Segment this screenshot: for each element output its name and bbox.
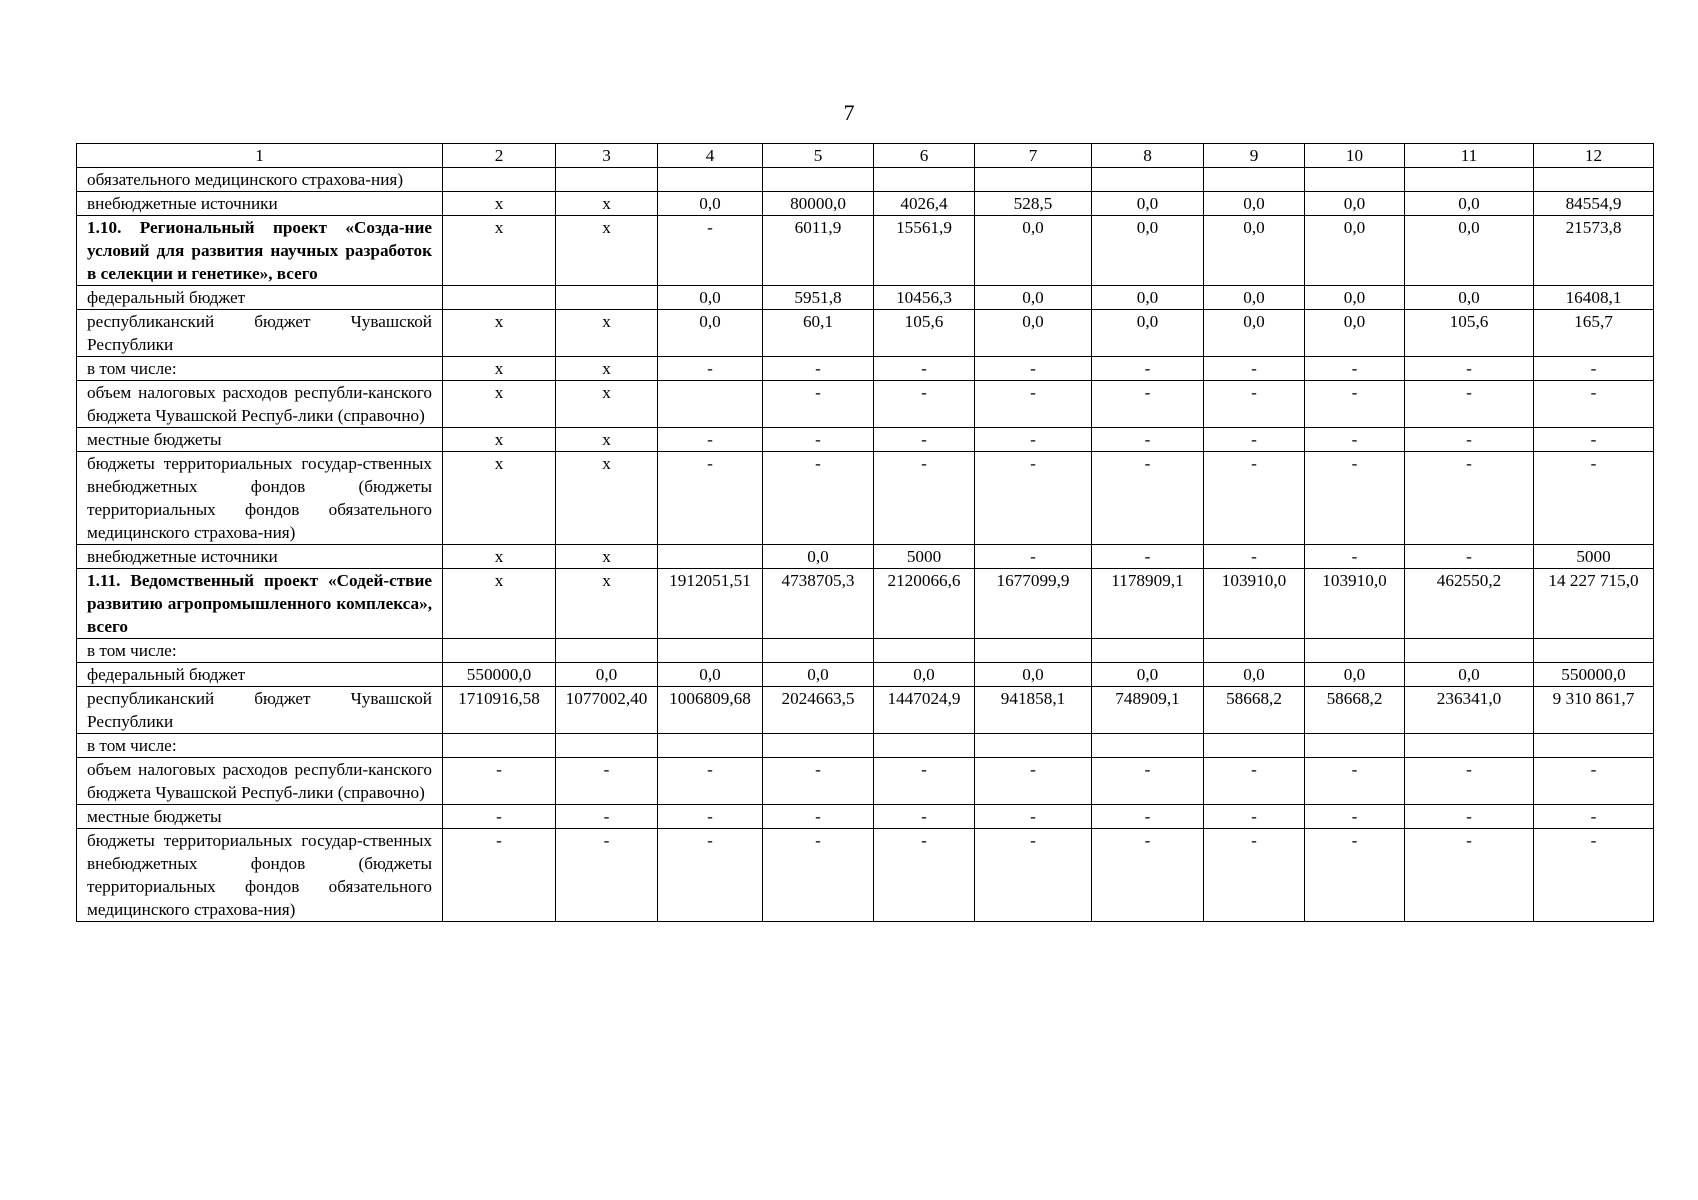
table-cell: 105,6: [1405, 310, 1534, 357]
table-cell: -: [1305, 545, 1405, 569]
table-cell: 0,0: [975, 216, 1092, 286]
table-cell: -: [1092, 381, 1204, 428]
table-cell: [658, 639, 763, 663]
table-cell: -: [874, 428, 975, 452]
column-number: 8: [1092, 144, 1204, 168]
table-cell: -: [556, 758, 658, 805]
table-cell: х: [443, 452, 556, 545]
table-cell: -: [1305, 428, 1405, 452]
table-cell: -: [658, 428, 763, 452]
table-cell: х: [556, 428, 658, 452]
table-cell: 0,0: [1405, 192, 1534, 216]
table-cell: 103910,0: [1204, 569, 1305, 639]
table-cell: 0,0: [658, 286, 763, 310]
table-cell: 15561,9: [874, 216, 975, 286]
table-cell: -: [763, 357, 874, 381]
table-cell: 0,0: [1204, 286, 1305, 310]
table-cell: 0,0: [1305, 286, 1405, 310]
table-cell: -: [874, 381, 975, 428]
table-cell: [658, 545, 763, 569]
row-label: местные бюджеты: [77, 805, 443, 829]
table-cell: [556, 734, 658, 758]
table-cell: х: [443, 216, 556, 286]
table-cell: 0,0: [763, 545, 874, 569]
table-cell: -: [1534, 452, 1654, 545]
table-cell: -: [975, 829, 1092, 922]
table-cell: х: [443, 310, 556, 357]
table-cell: 0,0: [658, 663, 763, 687]
table-cell: -: [1305, 829, 1405, 922]
table-cell: [975, 639, 1092, 663]
table-cell: -: [1305, 805, 1405, 829]
table-cell: -: [443, 829, 556, 922]
column-number: 6: [874, 144, 975, 168]
table-cell: -: [763, 758, 874, 805]
column-number: 2: [443, 144, 556, 168]
table-row: [77, 829, 1654, 922]
table-cell: 2120066,6: [874, 569, 975, 639]
table-cell: х: [556, 381, 658, 428]
table-cell: [658, 734, 763, 758]
table-cell: -: [874, 452, 975, 545]
table-cell: -: [1405, 545, 1534, 569]
table-cell: -: [1092, 357, 1204, 381]
table-cell: 0,0: [1204, 310, 1305, 357]
table-cell: 1077002,40: [556, 687, 658, 734]
table-cell: -: [1092, 452, 1204, 545]
table-cell: 1006809,68: [658, 687, 763, 734]
table-cell: 84554,9: [1534, 192, 1654, 216]
table-cell: -: [975, 805, 1092, 829]
row-label: федеральный бюджет: [77, 286, 443, 310]
table-cell: 14 227 715,0: [1534, 569, 1654, 639]
table-cell: [443, 286, 556, 310]
table-cell: [1092, 168, 1204, 192]
table-cell: [1305, 168, 1405, 192]
table-cell: [556, 639, 658, 663]
table-cell: х: [443, 569, 556, 639]
table-cell: х: [443, 428, 556, 452]
table-cell: -: [658, 758, 763, 805]
table-cell: [1305, 639, 1405, 663]
table-cell: -: [975, 381, 1092, 428]
table-cell: -: [1204, 381, 1305, 428]
table-row: [77, 452, 1654, 545]
table-cell: 165,7: [1534, 310, 1654, 357]
table-cell: 236341,0: [1405, 687, 1534, 734]
table-cell: 1447024,9: [874, 687, 975, 734]
table-cell: -: [1204, 357, 1305, 381]
table-cell: 0,0: [874, 663, 975, 687]
table-row: [77, 758, 1654, 805]
table-cell: 941858,1: [975, 687, 1092, 734]
table-cell: 0,0: [975, 663, 1092, 687]
table-cell: 0,0: [1305, 192, 1405, 216]
table-row: [77, 734, 1654, 758]
table-cell: [556, 168, 658, 192]
table-row: [77, 805, 1654, 829]
row-label: внебюджетные источники: [77, 192, 443, 216]
table-cell: [1204, 639, 1305, 663]
table-cell: [975, 168, 1092, 192]
table-cell: 1710916,58: [443, 687, 556, 734]
table-row: [77, 357, 1654, 381]
table-cell: [1534, 734, 1654, 758]
table-cell: [1405, 639, 1534, 663]
table-cell: -: [975, 428, 1092, 452]
table-cell: х: [556, 192, 658, 216]
table-cell: 0,0: [1204, 663, 1305, 687]
table-cell: 0,0: [658, 192, 763, 216]
table-cell: -: [1305, 758, 1405, 805]
table-cell: -: [1534, 758, 1654, 805]
table-cell: х: [556, 452, 658, 545]
table-row: [77, 168, 1654, 192]
table-row: [77, 192, 1654, 216]
table-cell: 0,0: [1305, 310, 1405, 357]
table-cell: 0,0: [763, 663, 874, 687]
row-label: внебюджетные источники: [77, 545, 443, 569]
table-cell: -: [658, 357, 763, 381]
budget-table: [76, 143, 1654, 922]
row-label: в том числе:: [77, 357, 443, 381]
table-cell: -: [763, 381, 874, 428]
table-cell: -: [1405, 452, 1534, 545]
table-cell: -: [1092, 758, 1204, 805]
table-row: [77, 639, 1654, 663]
table-cell: -: [1534, 428, 1654, 452]
table-cell: 16408,1: [1534, 286, 1654, 310]
table-cell: 0,0: [1092, 216, 1204, 286]
table-cell: [1534, 639, 1654, 663]
table-cell: [1204, 168, 1305, 192]
table-cell: -: [1534, 381, 1654, 428]
table-cell: -: [1092, 545, 1204, 569]
table-cell: [1092, 734, 1204, 758]
table-cell: -: [1534, 357, 1654, 381]
row-label: объем налоговых расходов республи-канского бюджета Чувашской Респуб-лики (справочно): [77, 381, 443, 428]
table-cell: х: [556, 216, 658, 286]
table-row: [77, 428, 1654, 452]
table-cell: -: [1204, 758, 1305, 805]
table-cell: [658, 381, 763, 428]
table-cell: 0,0: [1305, 663, 1405, 687]
table-row: [77, 286, 1654, 310]
table-cell: -: [1405, 805, 1534, 829]
table-cell: 1178909,1: [1092, 569, 1204, 639]
table-cell: -: [1305, 381, 1405, 428]
table-cell: -: [556, 829, 658, 922]
row-label: федеральный бюджет: [77, 663, 443, 687]
table-cell: -: [763, 829, 874, 922]
table-cell: -: [1405, 758, 1534, 805]
table-cell: -: [1405, 357, 1534, 381]
column-number: 7: [975, 144, 1092, 168]
table-cell: х: [443, 192, 556, 216]
column-number: 9: [1204, 144, 1305, 168]
table-cell: [443, 734, 556, 758]
table-cell: -: [1305, 452, 1405, 545]
table-cell: -: [443, 758, 556, 805]
table-cell: -: [443, 805, 556, 829]
table-row: [77, 216, 1654, 286]
page-number: 7: [843, 100, 855, 125]
table-row: [77, 687, 1654, 734]
table-row: [77, 569, 1654, 639]
row-label: обязательного медицинского страхова-ния): [77, 168, 443, 192]
table-row: [77, 310, 1654, 357]
table-cell: 5000: [1534, 545, 1654, 569]
table-cell: -: [874, 829, 975, 922]
table-cell: 58668,2: [1305, 687, 1405, 734]
table-cell: -: [763, 428, 874, 452]
table-cell: 105,6: [874, 310, 975, 357]
table-cell: [1092, 639, 1204, 663]
row-label: бюджеты территориальных государ-ственных внебюджетных фондов (бюджеты территориальных фондов обязательного медицинского страхова-ния): [77, 452, 443, 545]
table-row: [77, 381, 1654, 428]
table-cell: [763, 734, 874, 758]
table-cell: -: [658, 805, 763, 829]
table-cell: 21573,8: [1534, 216, 1654, 286]
table-cell: 9 310 861,7: [1534, 687, 1654, 734]
table-cell: -: [1204, 452, 1305, 545]
table-cell: [443, 168, 556, 192]
table-cell: -: [1092, 805, 1204, 829]
table-cell: -: [874, 357, 975, 381]
table-cell: -: [1204, 829, 1305, 922]
column-number-row: [77, 144, 1654, 168]
table-cell: -: [1534, 805, 1654, 829]
table-cell: -: [1405, 829, 1534, 922]
table-cell: -: [1204, 545, 1305, 569]
table-cell: 1677099,9: [975, 569, 1092, 639]
table-cell: 528,5: [975, 192, 1092, 216]
table-cell: 0,0: [1204, 216, 1305, 286]
row-label: 1.10. Региональный проект «Созда-ние условий для развития научных разработок в селекции и генетике», всего: [77, 216, 443, 286]
table-cell: 2024663,5: [763, 687, 874, 734]
row-label: 1.11. Ведомственный проект «Содей-ствие развитию агропромышленного комплекса», всего: [77, 569, 443, 639]
table-cell: х: [443, 381, 556, 428]
table-cell: 0,0: [556, 663, 658, 687]
table-cell: 80000,0: [763, 192, 874, 216]
table-cell: [763, 168, 874, 192]
table-cell: -: [874, 805, 975, 829]
table-cell: 4026,4: [874, 192, 975, 216]
column-number: 1: [77, 144, 443, 168]
table-cell: -: [556, 805, 658, 829]
table-cell: х: [443, 357, 556, 381]
table-cell: 5951,8: [763, 286, 874, 310]
table-cell: 103910,0: [1305, 569, 1405, 639]
table-cell: [874, 734, 975, 758]
table-cell: 748909,1: [1092, 687, 1204, 734]
table-cell: [874, 168, 975, 192]
table-cell: [1405, 168, 1534, 192]
table-cell: 550000,0: [443, 663, 556, 687]
table-cell: -: [1092, 428, 1204, 452]
table-cell: [1405, 734, 1534, 758]
row-label: республиканский бюджет Чувашской Республики: [77, 310, 443, 357]
table-cell: [1534, 168, 1654, 192]
table-cell: х: [443, 545, 556, 569]
table-cell: 0,0: [1092, 663, 1204, 687]
table-cell: [1204, 734, 1305, 758]
table-cell: -: [1092, 829, 1204, 922]
table-cell: х: [556, 545, 658, 569]
table-row: [77, 663, 1654, 687]
table-cell: [763, 639, 874, 663]
column-number: 11: [1405, 144, 1534, 168]
table-cell: -: [658, 829, 763, 922]
column-number: 10: [1305, 144, 1405, 168]
table-cell: [443, 639, 556, 663]
table-cell: х: [556, 569, 658, 639]
table-cell: -: [763, 452, 874, 545]
table-cell: -: [975, 545, 1092, 569]
table-cell: [658, 168, 763, 192]
table-cell: 0,0: [1405, 286, 1534, 310]
table-cell: -: [975, 357, 1092, 381]
table-cell: -: [1405, 428, 1534, 452]
table-cell: -: [658, 216, 763, 286]
table-cell: -: [975, 452, 1092, 545]
table-cell: 0,0: [975, 310, 1092, 357]
table-cell: 550000,0: [1534, 663, 1654, 687]
table-cell: 1912051,51: [658, 569, 763, 639]
table-cell: 0,0: [1092, 310, 1204, 357]
table-cell: 5000: [874, 545, 975, 569]
table-cell: 0,0: [975, 286, 1092, 310]
table-cell: 0,0: [1092, 286, 1204, 310]
column-number: 3: [556, 144, 658, 168]
table-cell: 10456,3: [874, 286, 975, 310]
table-cell: 0,0: [1092, 192, 1204, 216]
table-cell: 6011,9: [763, 216, 874, 286]
table-cell: -: [874, 758, 975, 805]
table-cell: -: [658, 452, 763, 545]
table-cell: 0,0: [1204, 192, 1305, 216]
table-cell: х: [556, 310, 658, 357]
table-cell: [874, 639, 975, 663]
table-cell: [975, 734, 1092, 758]
row-label: в том числе:: [77, 734, 443, 758]
table-cell: [1305, 734, 1405, 758]
row-label: в том числе:: [77, 639, 443, 663]
table-cell: х: [556, 357, 658, 381]
table-cell: -: [1204, 428, 1305, 452]
table-cell: 0,0: [1305, 216, 1405, 286]
table-cell: -: [1405, 381, 1534, 428]
table-cell: [556, 286, 658, 310]
table-cell: -: [763, 805, 874, 829]
column-number: 12: [1534, 144, 1654, 168]
row-label: местные бюджеты: [77, 428, 443, 452]
table-cell: 0,0: [1405, 216, 1534, 286]
table-cell: 58668,2: [1204, 687, 1305, 734]
table-cell: -: [1204, 805, 1305, 829]
table-cell: -: [975, 758, 1092, 805]
table-cell: 0,0: [1405, 663, 1534, 687]
column-number: 4: [658, 144, 763, 168]
table-cell: -: [1305, 357, 1405, 381]
row-label: бюджеты территориальных государ-ственных внебюджетных фондов (бюджеты территориальных фондов обязательного медицинского страхова-ния): [77, 829, 443, 922]
row-label: объем налоговых расходов республи-канского бюджета Чувашской Респуб-лики (справочно): [77, 758, 443, 805]
table-cell: -: [1534, 829, 1654, 922]
table-cell: 462550,2: [1405, 569, 1534, 639]
row-label: республиканский бюджет Чувашской Республики: [77, 687, 443, 734]
table-cell: 0,0: [658, 310, 763, 357]
column-number: 5: [763, 144, 874, 168]
table-body: [77, 144, 1654, 922]
table-cell: 4738705,3: [763, 569, 874, 639]
table-cell: 60,1: [763, 310, 874, 357]
table-row: [77, 545, 1654, 569]
